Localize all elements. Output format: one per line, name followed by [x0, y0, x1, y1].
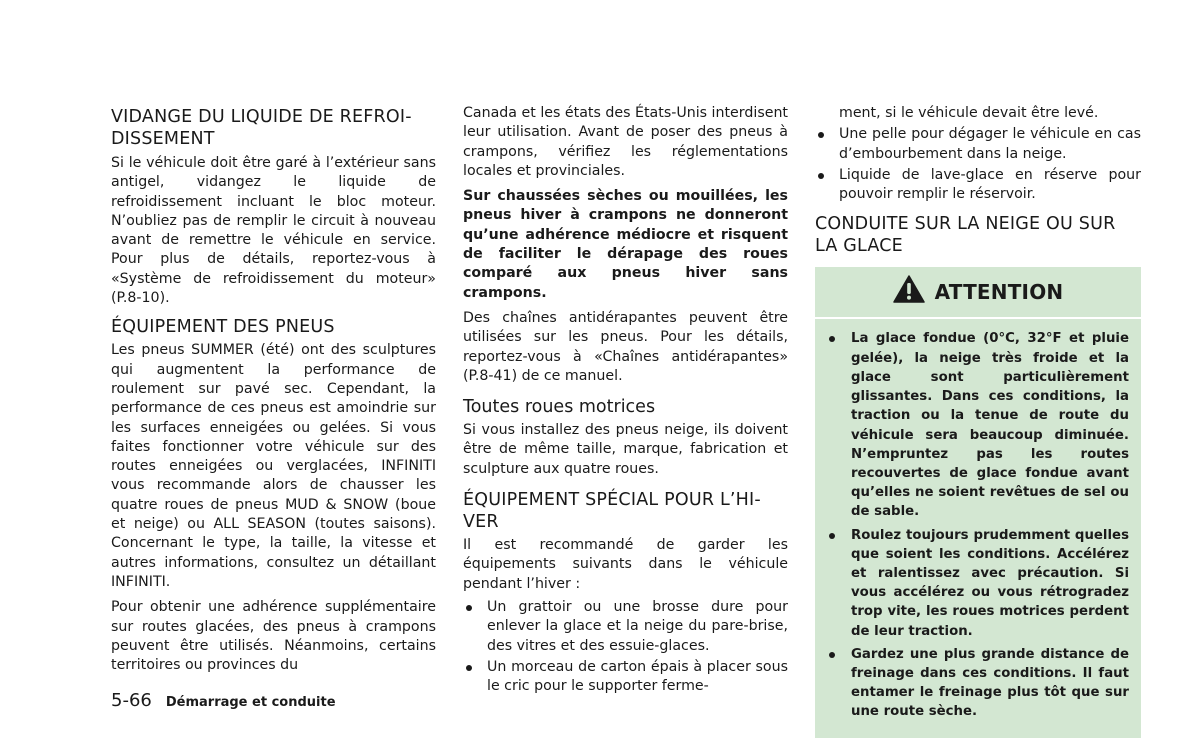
winter-equipment-list: [463, 598, 788, 696]
section-title-snow-driving: CONDUITE SUR LA NEIGE OU SUR LA GLACE: [815, 214, 1116, 257]
warning-triangle-icon: [893, 275, 925, 309]
section-title-awd: Toutes roues motrices: [463, 397, 656, 418]
list-item: Liquide de lave-glace en réserve pour pouvoir remplir le réservoir.: [815, 166, 1141, 205]
paragraph-continued: Canada et les états des États-Unis interdisent leur utilisation. Avant de poser des pneus à crampons, vérifiez les réglementations locales et provinciales.: [463, 105, 788, 179]
column-1: [111, 106, 436, 675]
attention-body: [815, 319, 1141, 721]
paragraph-studded-warning: Sur chaussées sèches ou mouillées, les pneus hiver à crampons ne donneront qu’une adhérence médiocre et risquent de faciliter le dérapage des roues comparé aux pneus hiver sans crampons.: [463, 188, 788, 301]
paragraph-studs: Pour obtenir une adhérence supplémentaire sur routes glacées, des pneus à crampons peuvent être utilisés. Néanmoins, certains territoires ou provinces du: [111, 599, 436, 674]
column-2: [463, 104, 788, 696]
attention-item: Roulez toujours prudemment quelles que soient les conditions. Accélérez et ralentissez avec précaution. Si vous accélérez ou vous rétrogradez trop vite, les roues motrices perdent de leur traction.: [827, 526, 1129, 641]
list-item: Un morceau de carton épais à placer sous le cric pour le supporter ferme-: [463, 658, 788, 697]
attention-list: [827, 329, 1129, 721]
page-number: 5-66: [111, 690, 152, 711]
list-item: Une pelle pour dégager le véhicule en cas d’embourbement dans la neige.: [815, 125, 1141, 164]
paragraph-awd: Si vous installez des pneus neige, ils doivent être de même taille, marque, fabrication et sculpture aux quatre roues.: [463, 422, 788, 477]
attention-header: [815, 267, 1141, 319]
attention-box: [815, 267, 1141, 737]
section-title-winter-equipment: ÉQUIPEMENT SPÉCIAL POUR L’HI- VER: [463, 490, 761, 533]
page-footer: [111, 690, 336, 711]
attention-item: Gardez une plus grande distance de freinage dans ces conditions. Il faut entamer le freinage plus tôt que sur une route sèche.: [827, 645, 1129, 722]
winter-equipment-list-continued: [815, 125, 1141, 204]
attention-item: La glace fondue (0°C, 32°F et pluie gelée), la neige très froide et la glace sont particulièrement glissantes. Dans ces conditions, la traction ou la tenue de route du véhicule sera beaucoup diminuée. N’empruntez pas les routes recouvertes de glace fondue avant qu’elles ne soient revêtues de sel ou de sable.: [827, 329, 1129, 521]
attention-title: ATTENTION: [934, 279, 1064, 304]
paragraph-coolant: Si le véhicule doit être garé à l’extérieur sans antigel, vidangez le liquide de refroidissement incluant le bloc moteur. N’oubliez pas de remplir le circuit à nouveau avant de remettre le véhicule en service. Pour plus de détails, reportez-vous à «Système de refroidissement du moteur» (P.8-10).: [111, 155, 436, 307]
paragraph-winter-intro: Il est recommandé de garder les équipements suivants dans le véhicule pendant l’hiver :: [463, 537, 788, 592]
list-item: Un grattoir ou une brosse dure pour enlever la glace et la neige du pare-brise, des vitres et des essuie-glaces.: [463, 598, 788, 656]
list-item-continued: ment, si le véhicule devait être levé.: [839, 105, 1099, 121]
paragraph-tires: Les pneus SUMMER (été) ont des sculptures qui augmentent la performance de roulement sur pavé sec. Cependant, la performance de ces pneus est amoindrie sur les surfaces enneigées ou gelées. Si vous faites fonctionner votre véhicule sur des routes enneigées ou verglacées, INFINITI vous recommande alors de chausser les quatre roues de pneus MUD & SNOW (boue et neige) ou ALL SEASON (toutes saisons). Concernant le type, la taille, la vitesse et autres informations, consultez un détaillant INFINITI.: [111, 342, 436, 590]
section-title-tires: ÉQUIPEMENT DES PNEUS: [111, 317, 335, 338]
column-3: [815, 104, 1141, 738]
chapter-title: Démarrage et conduite: [165, 695, 336, 710]
paragraph-chains: Des chaînes antidérapantes peuvent être utilisées sur les pneus. Pour les détails, reportez-vous à «Chaînes antidérapantes» (P.8-41) de ce manuel.: [463, 309, 788, 384]
section-title-coolant: VIDANGE DU LIQUIDE DE REFROI- DISSEMENT: [111, 107, 412, 149]
